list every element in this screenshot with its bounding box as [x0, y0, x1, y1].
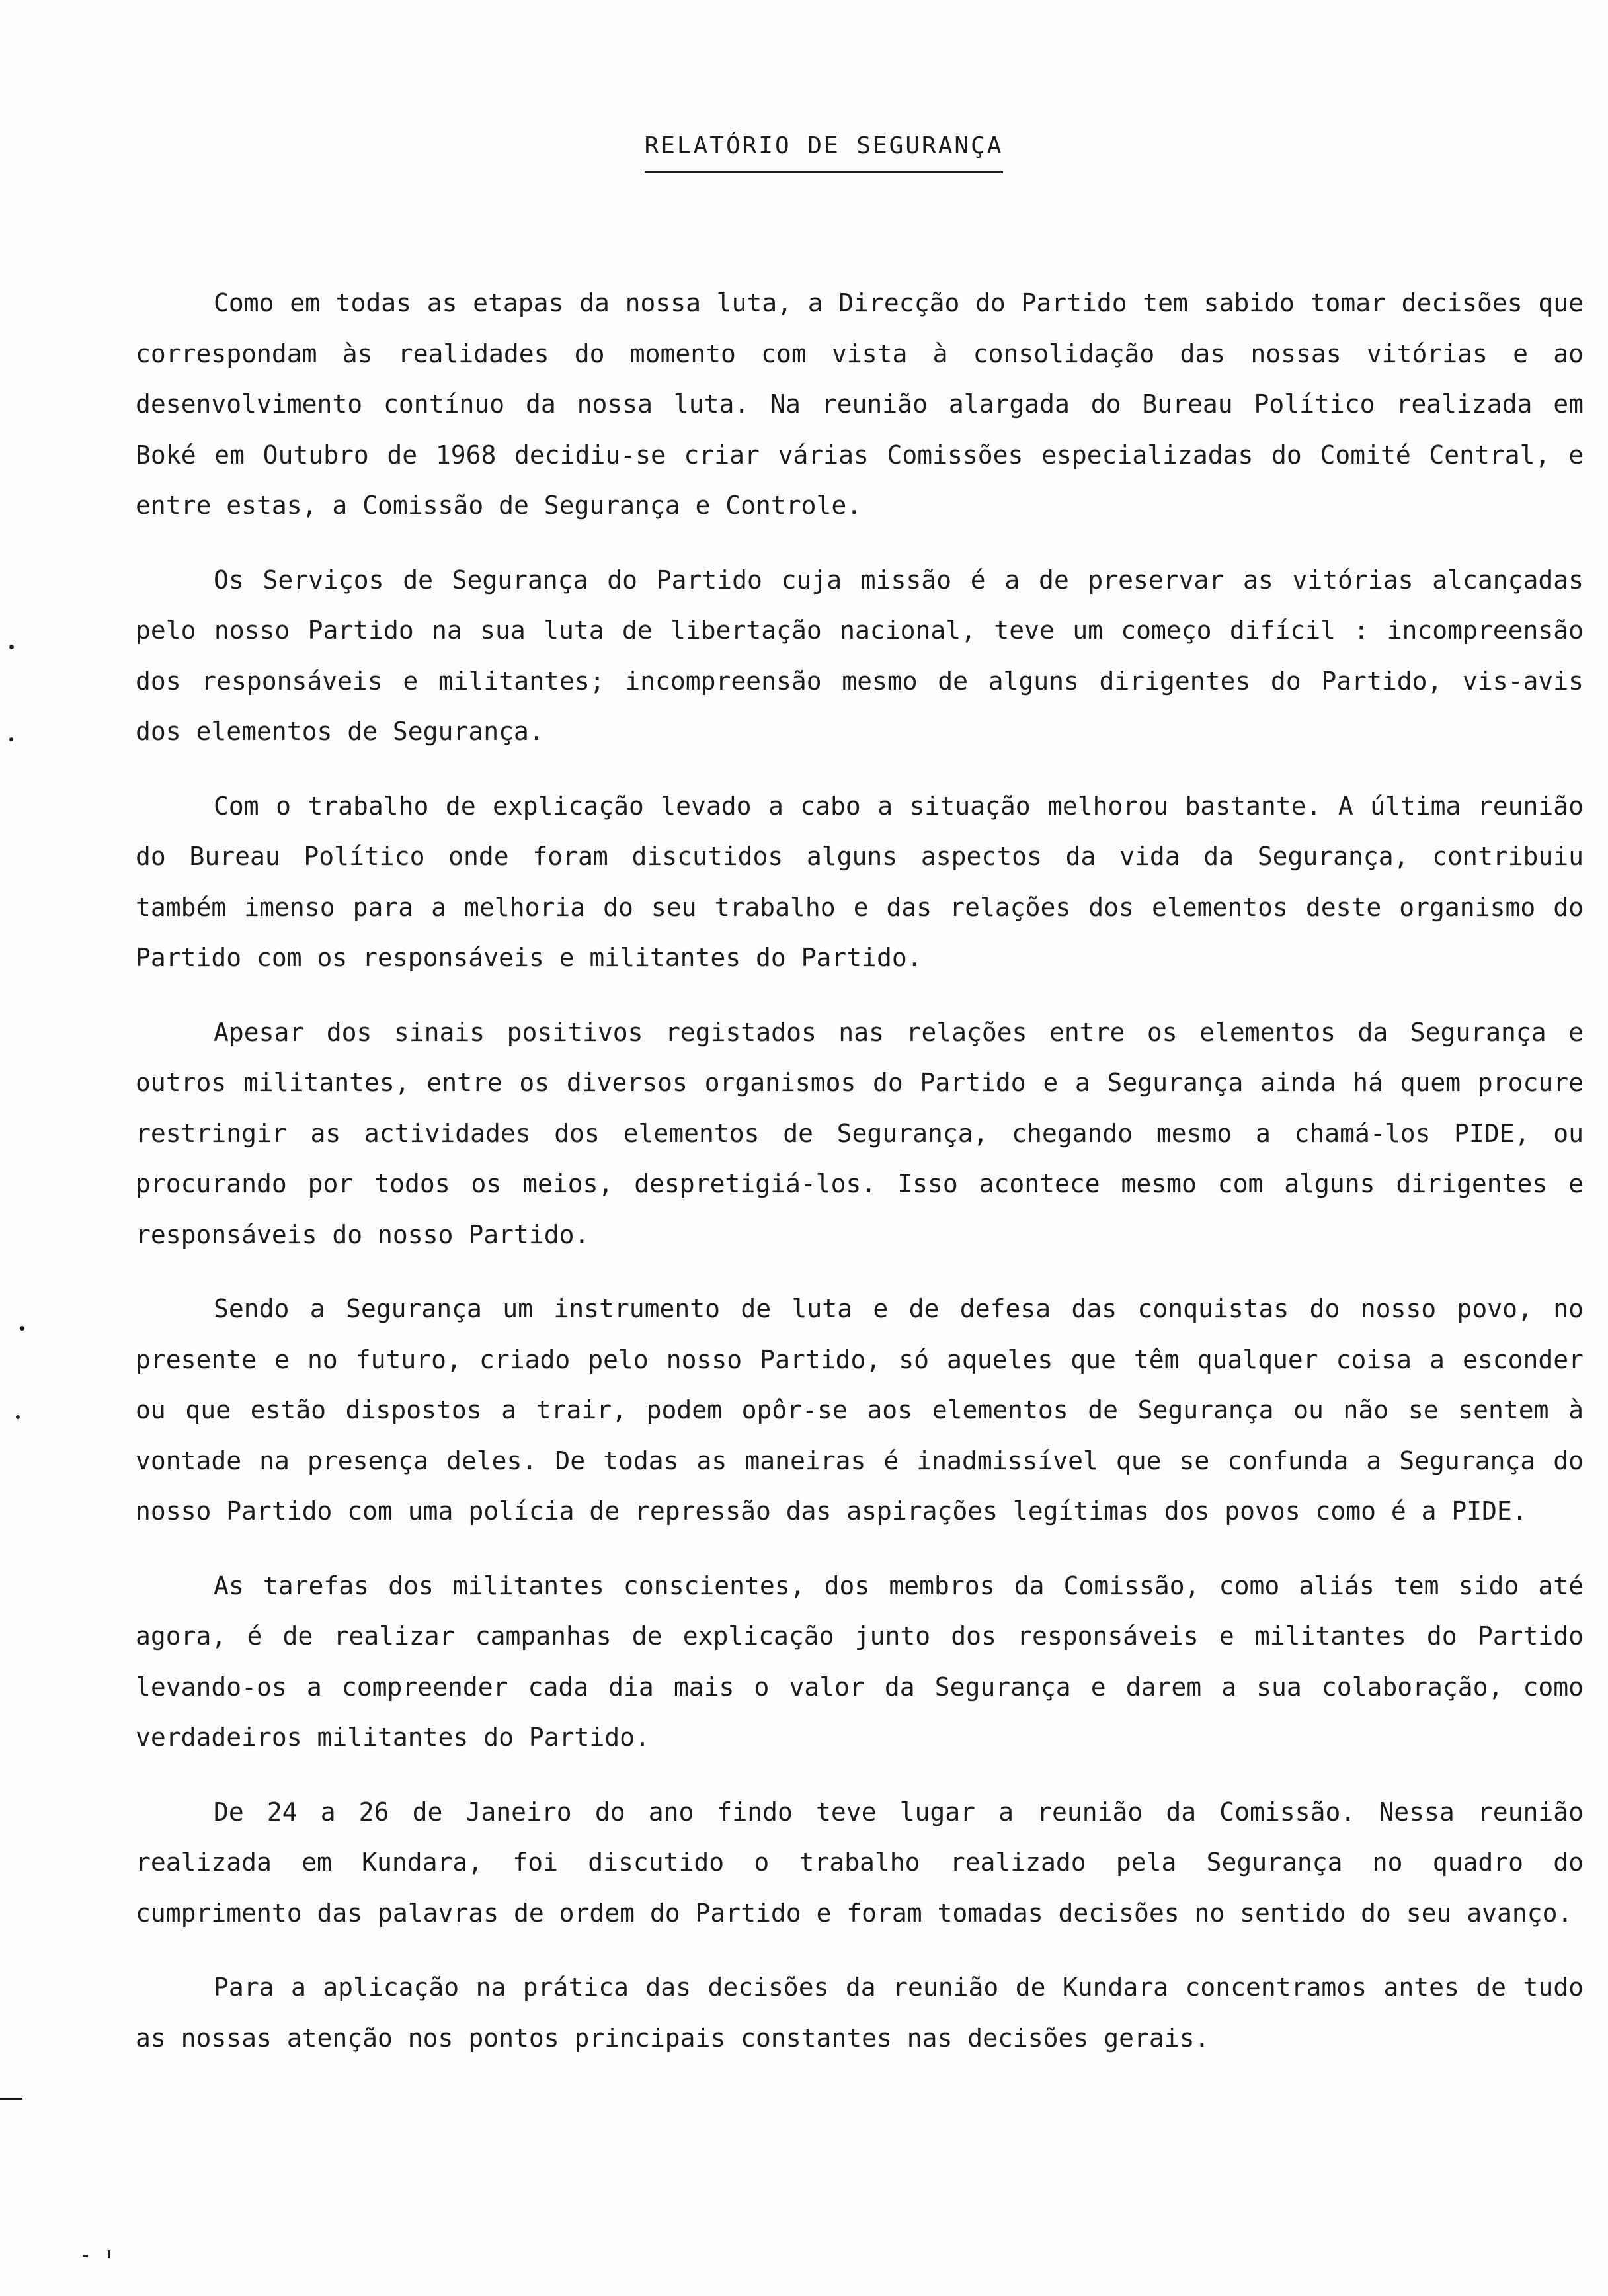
- scan-speck: [9, 737, 13, 741]
- scan-speck: [20, 1326, 24, 1331]
- scan-speck: [16, 1415, 20, 1419]
- document-title: RELATÓRIO DE SEGURANÇA: [645, 132, 1004, 173]
- paragraph: As tarefas dos militantes conscientes, dos membros da Comissão, como aliás tem sido até agora, é de realizar campanhas de explicação junto dos responsáveis e militantes do Partido levando-os a compreender cada dia mais o valor da Segurança e darem a sua colaboração, como verdadeiros militantes do Partido.: [136, 1571, 1584, 1752]
- paragraph: Para a aplicação na prática das decisões da reunião de Kundara concentramos antes de tudo as nossas atenção nos pontos principais constantes nas decisões gerais.: [136, 1973, 1584, 2053]
- paragraph: Com o trabalho de explicação levado a cabo a situação melhorou bastante. A última reunião do Bureau Político onde foram discutidos alguns aspectos da vida da Segurança, contribuiu também imenso para a melhoria do seu trabalho e das relações dos elementos deste organismo do Partido com os responsáveis e militantes do Partido.: [136, 791, 1584, 972]
- document-body: [136, 278, 1584, 2087]
- paragraph: De 24 a 26 de Janeiro do ano findo teve lugar a reunião da Comissão. Nessa reunião realizada em Kundara, foi discutido o trabalho realizado pela Segurança no quadro do cumprimento das palavras de ordem do Partido e foram tomadas decisões no sentido do seu avanço.: [136, 1797, 1584, 1928]
- title-container: [0, 132, 1608, 173]
- paragraph: Sendo a Segurança um instrumento de luta e de defesa das conquistas do nosso povo, no presente e no futuro, criado pelo nosso Partido, só aqueles que têm qualquer coisa a esconder ou que estão dispostos a trair, podem opôr-se aos elementos de Segurança ou não se sentem à vontade na presença deles. De todas as maneiras é inadmissível que se confunda a Segurança do nosso Partido com uma polícia de repressão das aspirações legítimas dos povos como é a PIDE.: [136, 1294, 1584, 1526]
- paragraph: Apesar dos sinais positivos registados nas relações entre os elementos da Segurança e outros militantes, entre os diversos organismos do Partido e a Segurança ainda há quem procure restringir as actividades dos elementos de Segurança, chegando mesmo a chamá-los PIDE, ou procurando por todos os meios, despretigiá-los. Isso acontece mesmo com alguns dirigentes e responsáveis do nosso Partido.: [136, 1017, 1584, 1249]
- scan-speck: [83, 2255, 88, 2257]
- scan-speck: [108, 2250, 110, 2258]
- scan-speck: [9, 645, 14, 649]
- scan-line: [0, 2098, 22, 2100]
- paragraph: Os Serviços de Segurança do Partido cuja missão é a de preservar as vitórias alcançadas pelo nosso Partido na sua luta de libertação nacional, teve um começo difícil : incompreensão dos responsáveis e militantes; incompreensão mesmo de alguns dirigentes do Partido, vis-avis dos elementos de Segurança.: [136, 565, 1584, 746]
- paragraph: Como em todas as etapas da nossa luta, a Direcção do Partido tem sabido tomar decisões que correspondam às realidades do momento com vista à consolidação das nossas vitórias e ao desenvolvimento contínuo da nossa luta. Na reunião alargada do Bureau Político realizada em Boké em Outubro de 1968 decidiu-se criar várias Comissões especializadas do Comité Central, e entre estas, a Comissão de Segurança e Controle.: [136, 288, 1584, 520]
